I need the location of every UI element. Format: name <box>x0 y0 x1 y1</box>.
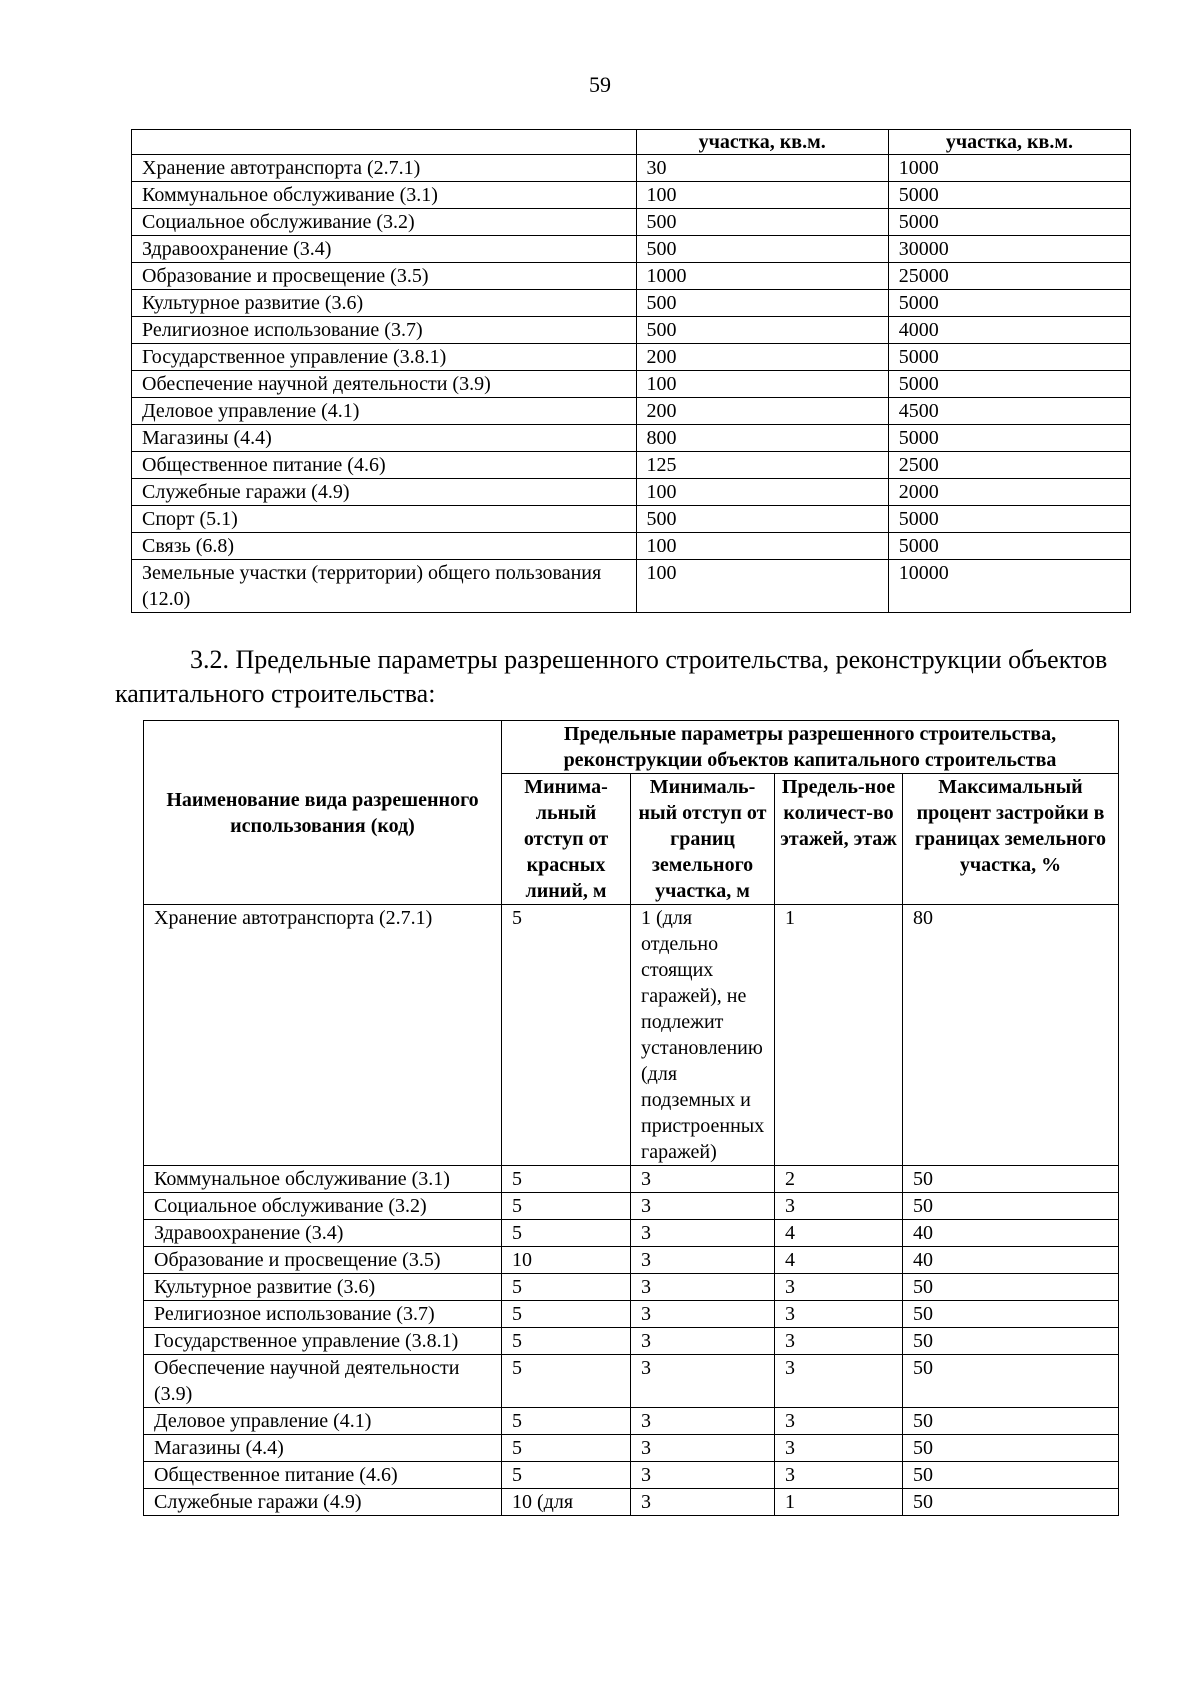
table-cell: 500 <box>636 209 888 236</box>
table-cell: 5 <box>502 1355 631 1408</box>
table-cell: Здравоохранение (3.4) <box>144 1220 502 1247</box>
table-header-row <box>132 130 1131 155</box>
table-cell: 5 <box>502 1328 631 1355</box>
table-lot-sizes <box>131 129 1131 613</box>
table-cell: Религиозное использование (3.7) <box>132 317 637 344</box>
table-cell: Общественное питание (4.6) <box>132 452 637 479</box>
table-cell: 3 <box>775 1274 903 1301</box>
table-cell: 100 <box>636 371 888 398</box>
table-row <box>132 506 1131 533</box>
table-cell: 1 <box>775 905 903 1166</box>
table-cell: Деловое управление (4.1) <box>144 1408 502 1435</box>
table-cell: Земельные участки (территории) общего пользования (12.0) <box>132 560 637 613</box>
table-cell: 50 <box>903 1435 1119 1462</box>
table-cell: 5000 <box>888 533 1130 560</box>
table-cell: 3 <box>775 1301 903 1328</box>
table-row <box>132 560 1131 613</box>
table-cell: 125 <box>636 452 888 479</box>
table-cell: 4000 <box>888 317 1130 344</box>
table-cell: Государственное управление (3.8.1) <box>144 1328 502 1355</box>
table-cell: 1 (для отдельно стоящих гаражей), не подлежит установлению (для подземных и пристроенных гаражей) <box>631 905 775 1166</box>
table-cell: Магазины (4.4) <box>132 425 637 452</box>
table-cell: 500 <box>636 317 888 344</box>
table-cell: 100 <box>636 479 888 506</box>
table-cell: Социальное обслуживание (3.2) <box>144 1193 502 1220</box>
table-cell: 3 <box>631 1489 775 1516</box>
table-cell: Служебные гаражи (4.9) <box>144 1489 502 1516</box>
header-cell: участка, кв.м. <box>888 130 1130 155</box>
table-cell: 3 <box>775 1408 903 1435</box>
table-cell: 50 <box>903 1193 1119 1220</box>
table-row <box>144 1301 1119 1328</box>
table-cell: 30 <box>636 155 888 182</box>
table-cell: Хранение автотранспорта (2.7.1) <box>144 905 502 1166</box>
table-cell: 5 <box>502 1220 631 1247</box>
table-cell: 4 <box>775 1247 903 1274</box>
table-row <box>144 1489 1119 1516</box>
table-cell: 40 <box>903 1220 1119 1247</box>
table-cell: Служебные гаражи (4.9) <box>132 479 637 506</box>
table-row <box>144 1247 1119 1274</box>
table-cell: 40 <box>903 1247 1119 1274</box>
table-cell: 5000 <box>888 371 1130 398</box>
table-cell: 5 <box>502 905 631 1166</box>
table-cell: 80 <box>903 905 1119 1166</box>
table-cell: 3 <box>631 1220 775 1247</box>
table-cell: 3 <box>631 1408 775 1435</box>
group-header: Предельные параметры разрешенного строительства, реконструкции объектов капитального строительства <box>502 721 1119 774</box>
table-cell: 1 <box>775 1489 903 1516</box>
table-cell: Магазины (4.4) <box>144 1435 502 1462</box>
col-header: Максимальный процент застройки в границах земельного участка, % <box>903 774 1119 905</box>
header-cell <box>132 130 637 155</box>
table-cell: 50 <box>903 1328 1119 1355</box>
table-cell: 3 <box>631 1166 775 1193</box>
table-cell: 3 <box>775 1193 903 1220</box>
table-cell: 5 <box>502 1301 631 1328</box>
table-cell: Образование и просвещение (3.5) <box>132 263 637 290</box>
table-cell: 2000 <box>888 479 1130 506</box>
table-cell: 3 <box>775 1462 903 1489</box>
table-cell: 50 <box>903 1408 1119 1435</box>
table-cell: Связь (6.8) <box>132 533 637 560</box>
table-row <box>144 1193 1119 1220</box>
table-cell: Здравоохранение (3.4) <box>132 236 637 263</box>
table-row <box>132 236 1131 263</box>
table-cell: Общественное питание (4.6) <box>144 1462 502 1489</box>
table-cell: 5000 <box>888 209 1130 236</box>
table-cell: 3 <box>775 1355 903 1408</box>
table-cell: Спорт (5.1) <box>132 506 637 533</box>
table-cell: 50 <box>903 1274 1119 1301</box>
table-cell: 25000 <box>888 263 1130 290</box>
table-row <box>132 371 1131 398</box>
table-construction-params <box>143 720 1119 1516</box>
table-row <box>132 182 1131 209</box>
table-row <box>144 1274 1119 1301</box>
table-cell: 1000 <box>636 263 888 290</box>
table-row <box>144 1462 1119 1489</box>
table-row <box>132 263 1131 290</box>
table-cell: 5 <box>502 1408 631 1435</box>
table-cell: 5 <box>502 1193 631 1220</box>
table-cell: 5000 <box>888 344 1130 371</box>
table-row <box>132 533 1131 560</box>
header-cell: участка, кв.м. <box>636 130 888 155</box>
col-header: Минималь-ный отступ от границ земельного участка, м <box>631 774 775 905</box>
table-cell: 4 <box>775 1220 903 1247</box>
table-row <box>144 1220 1119 1247</box>
name-header: Наименование вида разрешенного использования (код) <box>144 721 502 905</box>
table-cell: Коммунальное обслуживание (3.1) <box>144 1166 502 1193</box>
table-cell: Религиозное использование (3.7) <box>144 1301 502 1328</box>
table-cell: 50 <box>903 1166 1119 1193</box>
table-cell: Обеспечение научной деятельности (3.9) <box>144 1355 502 1408</box>
table-row <box>132 209 1131 236</box>
table-cell: 10 (для <box>502 1489 631 1516</box>
table-cell: 5 <box>502 1435 631 1462</box>
table-cell: 3 <box>631 1274 775 1301</box>
table-cell: 200 <box>636 398 888 425</box>
table-cell: 50 <box>903 1355 1119 1408</box>
table-cell: 30000 <box>888 236 1130 263</box>
table-cell: 5000 <box>888 290 1130 317</box>
table-cell: 3 <box>631 1462 775 1489</box>
table-cell: 50 <box>903 1462 1119 1489</box>
col-header: Предель-ное количест-во этажей, этаж <box>775 774 903 905</box>
table-cell: Хранение автотранспорта (2.7.1) <box>132 155 637 182</box>
section-heading: 3.2. Предельные параметры разрешенного строительства, реконструкции объектов капитального строительства: <box>115 645 1108 708</box>
table-cell: 10000 <box>888 560 1130 613</box>
table-cell: 4500 <box>888 398 1130 425</box>
table-cell: 3 <box>631 1435 775 1462</box>
table-cell: 5 <box>502 1462 631 1489</box>
table-cell: 2 <box>775 1166 903 1193</box>
table-cell: 500 <box>636 506 888 533</box>
table-row <box>132 155 1131 182</box>
table-cell: 2500 <box>888 452 1130 479</box>
col-header: Минима-льный отступ от красных линий, м <box>502 774 631 905</box>
table-cell: 10 <box>502 1247 631 1274</box>
table-cell: 50 <box>903 1489 1119 1516</box>
table-row <box>132 317 1131 344</box>
table-row <box>144 1328 1119 1355</box>
table-cell: 1000 <box>888 155 1130 182</box>
table-row <box>132 452 1131 479</box>
table-cell: 5000 <box>888 506 1130 533</box>
table-cell: Коммунальное обслуживание (3.1) <box>132 182 637 209</box>
table-header-row <box>144 721 1119 774</box>
table-row <box>132 479 1131 506</box>
table-cell: 3 <box>631 1355 775 1408</box>
page-number: 59 <box>589 72 611 97</box>
table-cell: 3 <box>631 1301 775 1328</box>
table-cell: 200 <box>636 344 888 371</box>
table-row <box>144 1166 1119 1193</box>
table-cell: 800 <box>636 425 888 452</box>
table-row <box>144 1435 1119 1462</box>
table-cell: 100 <box>636 533 888 560</box>
table-row <box>144 905 1119 1166</box>
table-row <box>132 425 1131 452</box>
table-cell: 100 <box>636 560 888 613</box>
table-cell: 5000 <box>888 182 1130 209</box>
table-row <box>132 344 1131 371</box>
table-cell: 3 <box>631 1328 775 1355</box>
table-row <box>144 1408 1119 1435</box>
table-cell: 3 <box>631 1247 775 1274</box>
table-cell: Государственное управление (3.8.1) <box>132 344 637 371</box>
table-cell: 3 <box>775 1435 903 1462</box>
table-cell: 500 <box>636 290 888 317</box>
table-cell: 100 <box>636 182 888 209</box>
table-row <box>144 1355 1119 1408</box>
table-cell: Культурное развитие (3.6) <box>144 1274 502 1301</box>
table-row <box>132 290 1131 317</box>
table-cell: 500 <box>636 236 888 263</box>
table-cell: Обеспечение научной деятельности (3.9) <box>132 371 637 398</box>
table-cell: Социальное обслуживание (3.2) <box>132 209 637 236</box>
table-row <box>132 398 1131 425</box>
table-cell: Культурное развитие (3.6) <box>132 290 637 317</box>
table-cell: Деловое управление (4.1) <box>132 398 637 425</box>
table-cell: 5 <box>502 1274 631 1301</box>
table-cell: 5 <box>502 1166 631 1193</box>
table-cell: 3 <box>775 1328 903 1355</box>
table-cell: 50 <box>903 1301 1119 1328</box>
table-cell: 3 <box>631 1193 775 1220</box>
table-cell: Образование и просвещение (3.5) <box>144 1247 502 1274</box>
table-cell: 5000 <box>888 425 1130 452</box>
